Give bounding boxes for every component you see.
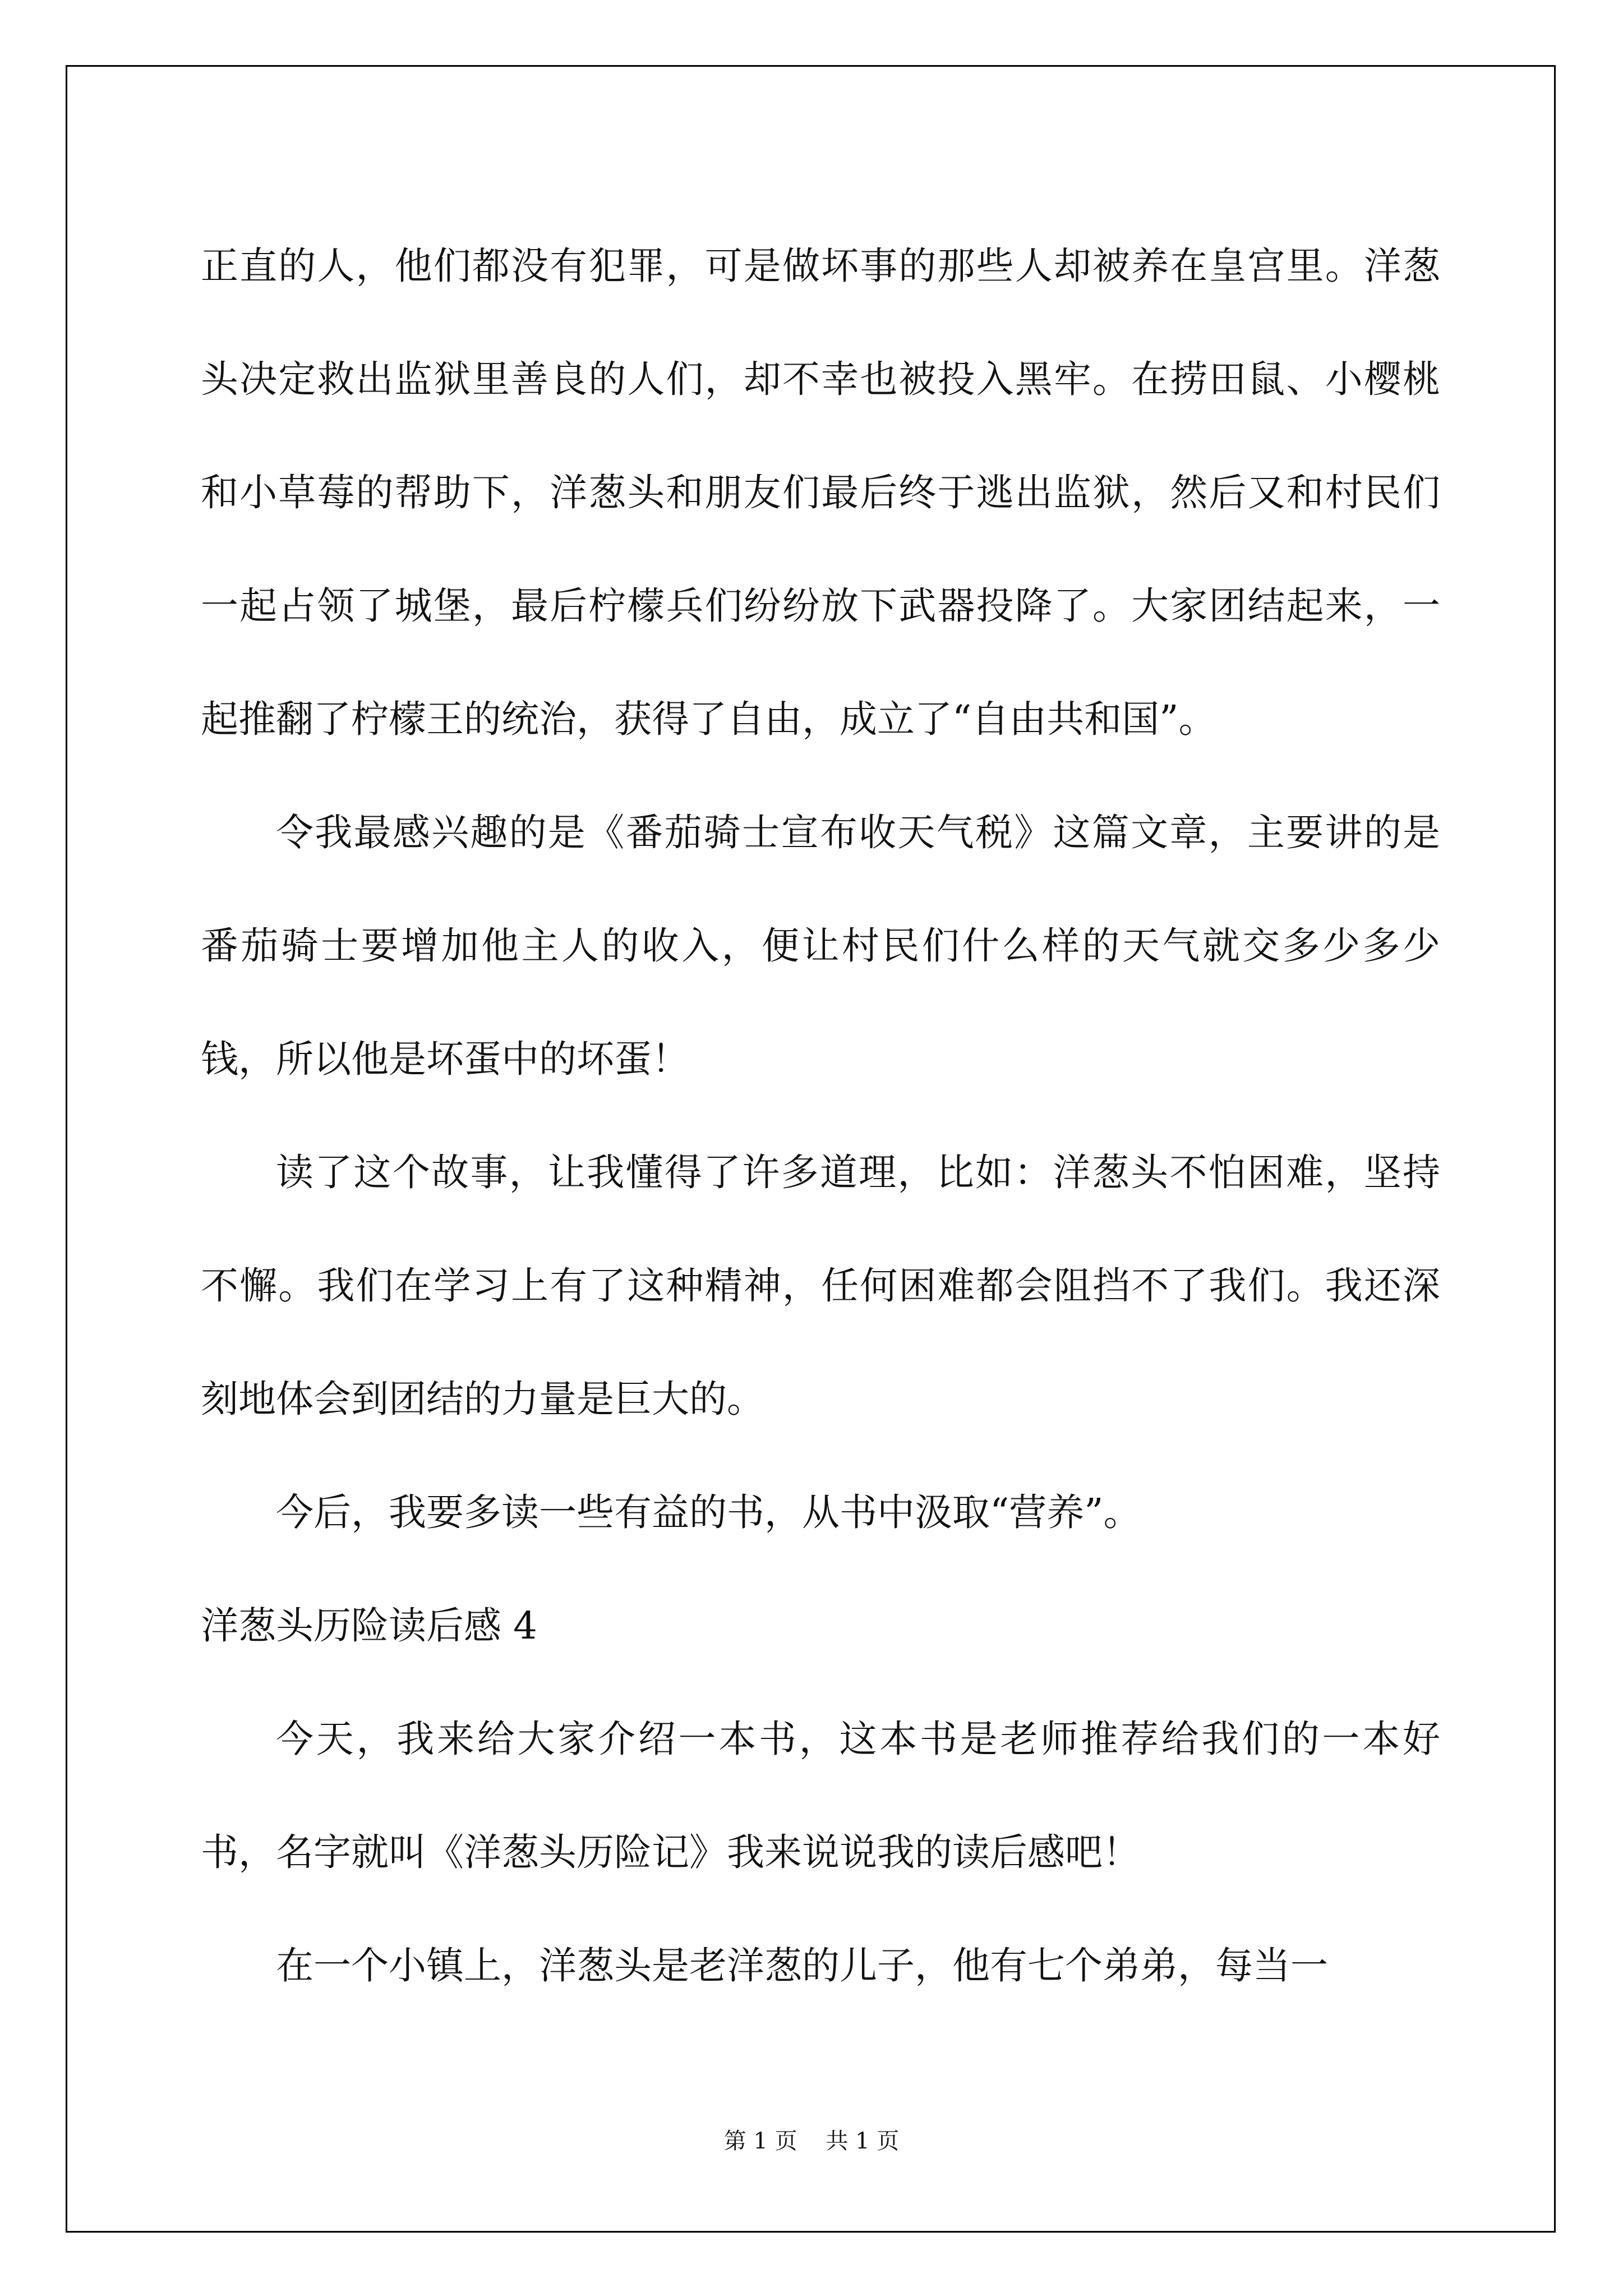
- paragraph-2: 令我最感兴趣的是《番茄骑士宣布收天气税》这篇文章，主要讲的是番茄骑士要增加他主人的收入，便让村民们什么样的天气就交多少多少钱，所以他是坏蛋中的坏蛋！: [201, 811, 1440, 1081]
- paragraph-5: 今天，我来给大家介绍一本书，这本书是老师推荐给我们的一本好书，名字就叫《洋葱头历险记》我来说说我的读后感吧！: [201, 1717, 1440, 1874]
- paragraph-4: 今后，我要多读一些有益的书，从书中汲取“营养”。: [276, 1490, 1141, 1534]
- section-heading: 洋葱头历险读后感 4: [201, 1604, 537, 1648]
- paragraph-6: 在一个小镇上，洋葱头是老洋葱的儿子，他有七个弟弟，每当一: [276, 1944, 1328, 1987]
- document-body: [201, 209, 1440, 2022]
- paragraph-1: 正直的人，他们都没有犯罪，可是做坏事的那些人却被养在皇宫里。洋葱头决定救出监狱里善良的人们，却不幸也被投入黑牢。在捞田鼠、小樱桃和小草莓的帮助下，洋葱头和朋友们最后终于逃出监狱，然后又和村民们一起占领了城堡，最后柠檬兵们纷纷放下武器投降了。大家团结起来，一起推翻了柠檬王的统治，获得了自由，成立了“自由共和国”。: [201, 244, 1440, 741]
- page-number-footer: 第 1 页 共 1 页: [723, 2128, 900, 2154]
- paragraph-3: 读了这个故事，让我懂得了许多道理，比如：洋葱头不怕困难，坚持不懈。我们在学习上有了这种精神，任何困难都会阻挡不了我们。我还深刻地体会到团结的力量是巨大的。: [201, 1151, 1440, 1421]
